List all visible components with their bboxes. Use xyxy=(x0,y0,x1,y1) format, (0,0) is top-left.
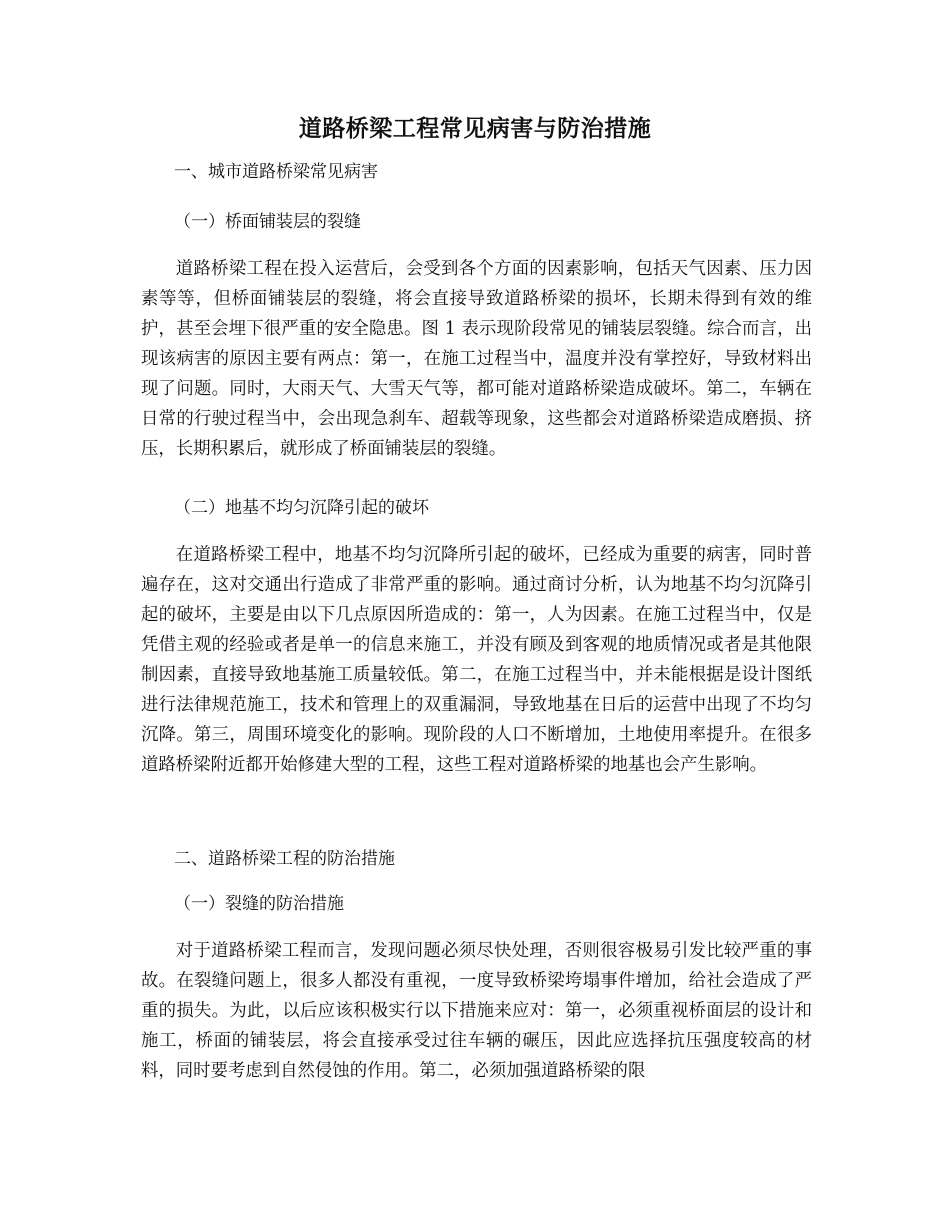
paragraph-2-1: 对于道路桥梁工程而言，发现问题必须尽快处理，否则很容极易引发比较严重的事故。在裂缝问题上，很多人都没有重视，一度导致桥梁垮塌事件增加，给社会造成了严重的损失。为此，以后应该积极实行以下措施来应对：第一，必须重视桥面层的设计和施工，桥面的铺装层，将会直接承受过往车辆的碾压，因此应选择抗压强度较高的材料，同时要考虑到自然侵蚀的作用。第二，必须加强道路桥梁的限 xyxy=(141,941,812,1081)
subsection-heading-1-1: （一）桥面铺装层的裂缝 xyxy=(174,212,361,232)
subsection-heading-1-2: （二）地基不均匀沉降引起的破坏 xyxy=(174,498,429,518)
section-heading-2: 二、道路桥梁工程的防治措施 xyxy=(174,849,395,869)
subsection-heading-2-1: （一）裂缝的防治措施 xyxy=(174,894,344,914)
section-heading-1: 一、城市道路桥梁常见病害 xyxy=(174,162,378,182)
document-title: 道路桥梁工程常见病害与防治措施 xyxy=(298,115,652,142)
paragraph-1-2: 在道路桥梁工程中，地基不均匀沉降所引起的破坏，已经成为重要的病害，同时普遍存在，这对交通出行造成了非常严重的影响。通过商讨分析，认为地基不均匀沉降引起的破坏，主要是由以下几点原因所造成的：第一，人为因素。在施工过程当中，仅是凭借主观的经验或者是单一的信息来施工，并没有顾及到客观的地质情况或者是其他限制因素，直接导致地基施工质量较低。第二，在施工过程当中，并未能根据是设计图纸进行法律规范施工，技术和管理上的双重漏洞，导致地基在日后的运营中出现了不均匀沉降。第三，周围环境变化的影响。现阶段的人口不断增加，土地使用率提升。在很多道路桥梁附近都开始修建大型的工程，这些工程对道路桥梁的地基也会产生影响。 xyxy=(141,545,812,775)
paragraph-1-1: 道路桥梁工程在投入运营后，会受到各个方面的因素影响，包括天气因素、压力因素等等，但桥面铺装层的裂缝，将会直接导致道路桥梁的损坏，长期未得到有效的维护，甚至会埋下很严重的安全隐患。图 1 表示现阶段常见的铺装层裂缝。综合而言，出现该病害的原因主要有两点：第一，在施工过程当中，温度并没有掌控好，导致材料出现了问题。同时，大雨天气、大雪天气等，都可能对道路桥梁造成破坏。第二，车辆在日常的行驶过程当中，会出现急刹车、超载等现象，这些都会对道路桥梁造成磨损、挤压，长期积累后，就形成了桥面铺装层的裂缝。 xyxy=(141,259,812,459)
